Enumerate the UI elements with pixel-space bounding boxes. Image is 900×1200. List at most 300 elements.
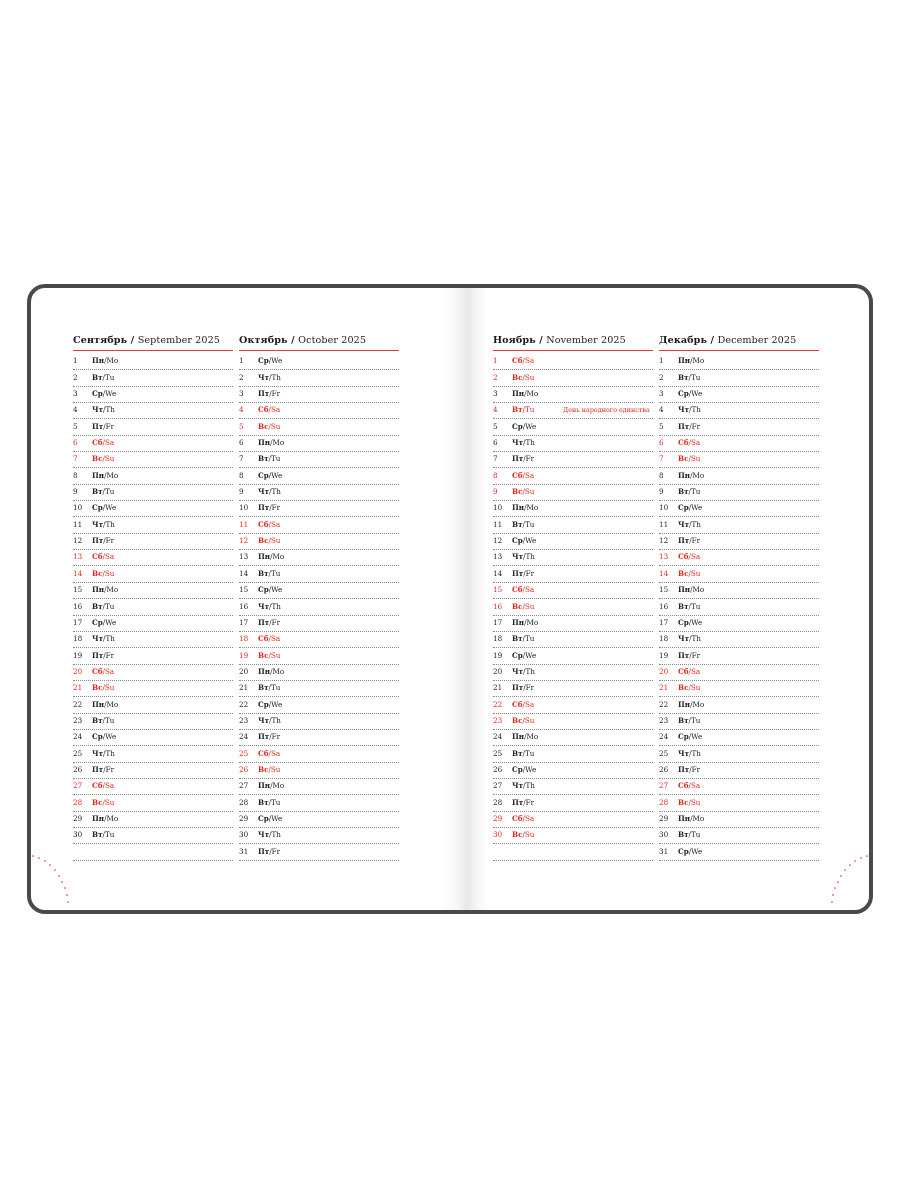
day-number: 9 [659, 487, 664, 497]
weekday-en: We [105, 389, 117, 399]
weekday-label: Вс/Su [512, 715, 535, 725]
weekday-ru: Вт [512, 405, 523, 415]
weekday-ru: Вт [512, 748, 523, 758]
day-row [659, 566, 819, 582]
weekday-ru: Пн [258, 552, 271, 562]
weekday-en: Fr [105, 421, 115, 431]
day-number: 27 [73, 781, 83, 791]
day-number: 3 [493, 389, 498, 399]
weekday-en: Tu [104, 715, 115, 725]
weekday-label: Вт/Tu [258, 568, 281, 578]
weekday-en: We [525, 764, 537, 774]
weekday-en: Su [524, 372, 535, 382]
day-number: 7 [659, 454, 664, 464]
weekday-en: Tu [690, 830, 701, 840]
day-row [73, 714, 233, 730]
weekday-ru: Сб [512, 585, 523, 595]
weekday-en: Mo [526, 732, 539, 742]
weekday-en: Th [691, 405, 701, 415]
weekday-en: Tu [524, 405, 535, 415]
month-title-ru: Ноябрь [493, 335, 536, 346]
weekday-en: We [271, 356, 283, 366]
weekday-en: Mo [692, 470, 705, 480]
day-row [659, 730, 819, 746]
weekday-ru: Ср [258, 699, 269, 709]
weekday-label: Вт/Tu [92, 372, 115, 382]
day-number: 23 [659, 715, 669, 725]
day-number: 7 [239, 454, 244, 464]
day-number: 6 [73, 438, 78, 448]
weekday-en: We [271, 699, 283, 709]
weekday-ru: Пн [678, 470, 691, 480]
day-number: 11 [239, 519, 249, 529]
day-number: 13 [239, 552, 249, 562]
day-number: 4 [73, 405, 78, 415]
weekday-ru: Пт [258, 389, 270, 399]
weekday-label: Пн/Mo [258, 781, 285, 791]
day-row [73, 812, 233, 828]
weekday-ru: Вт [678, 487, 689, 497]
day-row [659, 665, 819, 681]
day-row [493, 746, 653, 762]
day-number: 29 [239, 813, 249, 823]
weekday-label: Чт/Th [92, 405, 115, 415]
weekday-ru: Ср [92, 732, 103, 742]
weekday-en: Mo [526, 389, 539, 399]
day-number: 10 [659, 503, 669, 513]
weekday-en: Sa [690, 552, 701, 562]
weekday-en: Tu [690, 372, 701, 382]
day-number: 8 [659, 470, 664, 480]
corner-dots-right [819, 850, 869, 910]
weekday-ru: Чт [92, 634, 104, 644]
weekday-label: Вт/Tu [258, 797, 281, 807]
weekday-en: We [271, 470, 283, 480]
weekday-en: We [525, 421, 537, 431]
day-number: 25 [73, 748, 83, 758]
weekday-en: Sa [270, 748, 281, 758]
day-number: 30 [493, 830, 503, 840]
day-number: 19 [239, 650, 249, 660]
weekday-ru: Пн [512, 732, 525, 742]
weekday-ru: Чт [678, 519, 690, 529]
day-row [239, 746, 399, 762]
weekday-ru: Ср [678, 503, 689, 513]
weekday-en: We [525, 536, 537, 546]
weekday-label: Пт/Fr [92, 421, 115, 431]
day-row [493, 370, 653, 386]
day-row [73, 616, 233, 632]
weekday-ru: Ср [258, 813, 269, 823]
day-row [659, 485, 819, 501]
weekday-en: Mo [272, 781, 285, 791]
month-column-september [73, 334, 233, 861]
weekday-ru: Пт [92, 650, 104, 660]
weekday-ru: Сб [258, 519, 269, 529]
weekday-ru: Вс [678, 454, 689, 464]
weekday-label: Ср/We [512, 764, 537, 774]
weekday-ru: Пн [678, 356, 691, 366]
weekday-ru: Вт [678, 601, 689, 611]
weekday-ru: Чт [678, 748, 690, 758]
weekday-en: Su [104, 683, 115, 693]
day-row [659, 468, 819, 484]
weekday-ru: Ср [678, 617, 689, 627]
weekday-ru: Сб [92, 781, 103, 791]
weekday-label: Чт/Th [258, 715, 281, 725]
day-row [493, 812, 653, 828]
day-list [239, 354, 399, 861]
day-number: 17 [73, 617, 83, 627]
weekday-ru: Пт [258, 503, 270, 513]
weekday-label: Ср/We [512, 421, 537, 431]
weekday-ru: Вс [258, 650, 269, 660]
day-number: 3 [239, 389, 244, 399]
day-number: 16 [659, 601, 669, 611]
day-number: 28 [239, 797, 249, 807]
day-row [659, 812, 819, 828]
weekday-label: Ср/We [512, 650, 537, 660]
day-number: 20 [659, 666, 669, 676]
weekday-ru: Сб [258, 405, 269, 415]
weekday-label: Вс/Su [258, 650, 281, 660]
day-number: 6 [239, 438, 244, 448]
weekday-ru: Ср [258, 585, 269, 595]
weekday-en: Th [271, 830, 281, 840]
weekday-ru: Чт [92, 405, 104, 415]
weekday-en: Mo [692, 699, 705, 709]
weekday-ru: Пт [678, 536, 690, 546]
day-row [239, 714, 399, 730]
weekday-label: Сб/Sa [92, 438, 115, 448]
day-row [659, 452, 819, 468]
weekday-label: Ср/We [92, 503, 117, 513]
weekday-label: Сб/Sa [678, 552, 701, 562]
weekday-en: We [691, 846, 703, 856]
day-row [659, 517, 819, 533]
weekday-en: Sa [104, 666, 115, 676]
weekday-ru: Вс [258, 421, 269, 431]
weekday-en: We [271, 585, 283, 595]
weekday-ru: Вт [258, 454, 269, 464]
day-number: 26 [239, 764, 249, 774]
weekday-ru: Чт [258, 715, 270, 725]
day-number: 30 [73, 830, 83, 840]
weekday-en: We [691, 617, 703, 627]
weekday-ru: Чт [512, 666, 524, 676]
weekday-ru: Чт [258, 372, 270, 382]
weekday-label: Пн/Mo [92, 699, 119, 709]
day-number: 27 [239, 781, 249, 791]
weekday-label: Ср/We [92, 389, 117, 399]
weekday-en: Sa [104, 438, 115, 448]
day-row [659, 681, 819, 697]
day-row [73, 387, 233, 403]
day-number: 1 [659, 356, 664, 366]
day-number: 22 [73, 699, 83, 709]
weekday-label: Сб/Sa [512, 470, 535, 480]
day-row [239, 534, 399, 550]
day-number: 26 [73, 764, 83, 774]
day-number: 5 [493, 421, 498, 431]
day-number: 6 [493, 438, 498, 448]
weekday-ru: Вт [258, 568, 269, 578]
day-number: 28 [659, 797, 669, 807]
weekday-en: Sa [270, 634, 281, 644]
day-number: 20 [239, 666, 249, 676]
weekday-label: Пт/Fr [258, 389, 281, 399]
weekday-ru: Вс [92, 797, 103, 807]
weekday-en: Sa [270, 405, 281, 415]
weekday-en: Th [525, 438, 535, 448]
weekday-label: Ср/We [258, 356, 283, 366]
weekday-en: Th [105, 634, 115, 644]
weekday-label: Пт/Fr [258, 617, 281, 627]
weekday-label: Сб/Sa [92, 781, 115, 791]
day-row [239, 419, 399, 435]
day-row [73, 583, 233, 599]
day-number: 30 [659, 830, 669, 840]
month-title-ru: Сентябрь [73, 335, 128, 346]
weekday-en: Mo [526, 503, 539, 513]
weekday-label: Пн/Mo [678, 356, 705, 366]
weekday-label: Вт/Tu [512, 405, 535, 415]
holiday-note: День народного единства [563, 406, 650, 415]
day-number: 14 [659, 568, 669, 578]
weekday-en: Th [691, 748, 701, 758]
weekday-ru: Пн [92, 470, 105, 480]
day-number: 25 [239, 748, 249, 758]
weekday-en: Mo [692, 356, 705, 366]
weekday-label: Вс/Su [258, 764, 281, 774]
weekday-label: Вт/Tu [678, 715, 701, 725]
day-row [239, 795, 399, 811]
day-row [659, 632, 819, 648]
weekday-ru: Пн [258, 666, 271, 676]
month-title-ru: Декабрь [659, 335, 708, 346]
weekday-en: Th [271, 715, 281, 725]
day-row [493, 566, 653, 582]
weekday-ru: Сб [512, 356, 523, 366]
weekday-ru: Сб [92, 666, 103, 676]
weekday-ru: Вс [92, 454, 103, 464]
day-row [239, 468, 399, 484]
weekday-ru: Пн [678, 585, 691, 595]
weekday-ru: Пт [92, 421, 104, 431]
weekday-en: Tu [690, 715, 701, 725]
weekday-label: Сб/Sa [512, 585, 535, 595]
weekday-ru: Пн [92, 356, 105, 366]
weekday-en: Su [690, 683, 701, 693]
weekday-label: Ср/We [678, 732, 703, 742]
weekday-en: Mo [692, 813, 705, 823]
day-row [239, 812, 399, 828]
day-number: 2 [659, 372, 664, 382]
weekday-ru: Пт [678, 421, 690, 431]
weekday-label: Чт/Th [678, 634, 701, 644]
weekday-ru: Сб [512, 470, 523, 480]
day-number: 10 [493, 503, 503, 513]
weekday-label: Ср/We [678, 846, 703, 856]
weekday-label: Пн/Mo [92, 470, 119, 480]
weekday-en: Mo [106, 356, 119, 366]
weekday-en: Su [690, 797, 701, 807]
day-number: 23 [73, 715, 83, 725]
weekday-en: Th [691, 519, 701, 529]
weekday-ru: Пн [92, 585, 105, 595]
day-row [73, 550, 233, 566]
weekday-en: Su [104, 797, 115, 807]
day-number: 5 [239, 421, 244, 431]
day-row [493, 583, 653, 599]
weekday-ru: Вт [92, 715, 103, 725]
day-row [493, 436, 653, 452]
weekday-ru: Сб [258, 748, 269, 758]
day-number: 17 [659, 617, 669, 627]
weekday-label: Ср/We [678, 503, 703, 513]
weekday-en: We [271, 813, 283, 823]
weekday-label: Сб/Sa [258, 405, 281, 415]
day-number: 6 [659, 438, 664, 448]
month-title-en: December 2025 [717, 335, 797, 346]
month-column-december [659, 334, 819, 861]
weekday-label: Вс/Su [92, 683, 115, 693]
day-row [659, 550, 819, 566]
weekday-label: Ср/We [258, 699, 283, 709]
weekday-label: Вт/Tu [92, 601, 115, 611]
day-row [493, 599, 653, 615]
day-row [659, 844, 819, 860]
weekday-ru: Вс [258, 764, 269, 774]
weekday-en: Tu [104, 372, 115, 382]
day-row [73, 599, 233, 615]
weekday-ru: Чт [92, 748, 104, 758]
day-number: 24 [73, 732, 83, 742]
weekday-ru: Сб [512, 813, 523, 823]
weekday-en: Su [690, 454, 701, 464]
weekday-ru: Чт [512, 781, 524, 791]
day-number: 21 [73, 683, 83, 693]
day-number: 26 [659, 764, 669, 774]
day-row [73, 354, 233, 370]
weekday-label: Пт/Fr [258, 732, 281, 742]
day-row [73, 828, 233, 844]
day-number: 15 [239, 585, 249, 595]
weekday-ru: Пт [92, 764, 104, 774]
day-number: 25 [493, 748, 503, 758]
day-row [73, 370, 233, 386]
weekday-en: Sa [524, 813, 535, 823]
weekday-en: Th [525, 552, 535, 562]
day-row [239, 844, 399, 860]
day-number: 12 [493, 536, 503, 546]
day-number: 1 [73, 356, 78, 366]
weekday-label: Чт/Th [512, 666, 535, 676]
weekday-label: Сб/Sa [512, 356, 535, 366]
weekday-label: Вт/Tu [92, 487, 115, 497]
day-number: 23 [239, 715, 249, 725]
weekday-label: Вс/Su [92, 454, 115, 464]
weekday-label: Чт/Th [92, 634, 115, 644]
day-row [493, 730, 653, 746]
weekday-en: Su [524, 830, 535, 840]
weekday-en: Su [524, 601, 535, 611]
weekday-ru: Пн [512, 389, 525, 399]
weekday-ru: Чт [678, 405, 690, 415]
day-row [73, 746, 233, 762]
weekday-ru: Ср [678, 846, 689, 856]
day-row [239, 763, 399, 779]
weekday-ru: Вс [512, 715, 523, 725]
weekday-ru: Пт [92, 536, 104, 546]
day-number: 28 [73, 797, 83, 807]
day-number: 15 [493, 585, 503, 595]
day-number: 29 [73, 813, 83, 823]
weekday-label: Вт/Tu [258, 683, 281, 693]
day-row [659, 387, 819, 403]
day-row [73, 452, 233, 468]
day-row [73, 485, 233, 501]
weekday-label: Чт/Th [258, 830, 281, 840]
day-row [239, 403, 399, 419]
weekday-en: Th [105, 405, 115, 415]
weekday-ru: Пн [92, 699, 105, 709]
weekday-label: Пн/Mo [258, 552, 285, 562]
day-number: 21 [659, 683, 669, 693]
weekday-en: Mo [272, 438, 285, 448]
day-number: 24 [659, 732, 669, 742]
day-row [493, 354, 653, 370]
day-row [73, 730, 233, 746]
weekday-en: We [691, 732, 703, 742]
weekday-label: Пн/Mo [512, 732, 539, 742]
weekday-ru: Пн [512, 617, 525, 627]
day-row [73, 795, 233, 811]
day-number: 16 [493, 601, 503, 611]
weekday-label: Вт/Tu [678, 487, 701, 497]
day-number: 19 [659, 650, 669, 660]
weekday-en: We [691, 503, 703, 513]
weekday-en: Fr [271, 732, 281, 742]
day-row [73, 468, 233, 484]
weekday-en: Th [525, 781, 535, 791]
weekday-ru: Сб [92, 438, 103, 448]
day-number: 22 [659, 699, 669, 709]
weekday-en: Sa [104, 552, 115, 562]
weekday-ru: Ср [678, 732, 689, 742]
weekday-label: Чт/Th [258, 487, 281, 497]
weekday-en: Sa [524, 356, 535, 366]
day-row [659, 697, 819, 713]
day-row [239, 387, 399, 403]
weekday-label: Чт/Th [678, 748, 701, 758]
day-row [659, 419, 819, 435]
month-title: Сентябрь / September 2025 [73, 334, 233, 351]
weekday-ru: Чт [258, 830, 270, 840]
weekday-en: Sa [690, 666, 701, 676]
weekday-ru: Ср [92, 389, 103, 399]
day-number: 12 [73, 536, 83, 546]
day-row [73, 648, 233, 664]
day-row [659, 648, 819, 664]
day-row [73, 419, 233, 435]
weekday-en: Mo [526, 617, 539, 627]
day-number: 13 [73, 552, 83, 562]
day-row [493, 616, 653, 632]
day-number: 11 [73, 519, 83, 529]
day-number: 18 [239, 634, 249, 644]
day-list [73, 354, 233, 861]
